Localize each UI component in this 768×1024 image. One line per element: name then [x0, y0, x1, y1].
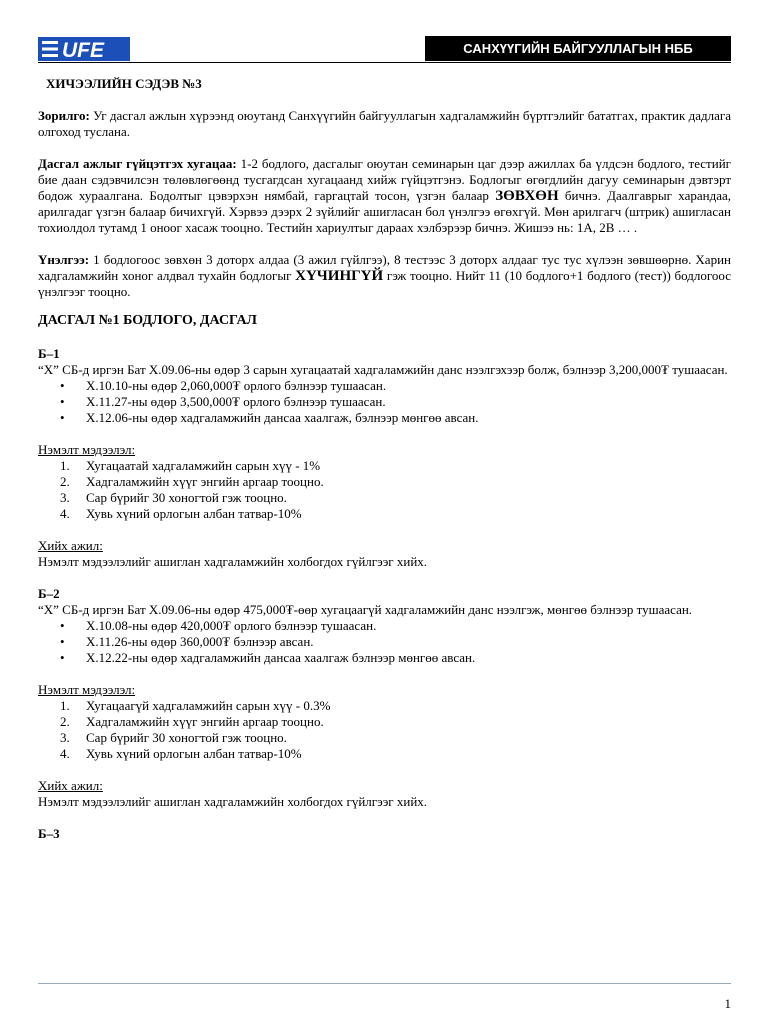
ufe-logo — [38, 37, 130, 61]
header-divider — [38, 62, 731, 63]
info-label: Нэмэлт мэдээлэл: — [38, 442, 136, 457]
header-title-box — [425, 36, 731, 61]
list-number: 4. — [60, 506, 70, 521]
list-item — [38, 714, 731, 730]
list-number: 2. — [60, 474, 70, 489]
problem-intro: “X” СБ-д иргэн Бат X.09.06-ны өдөр 3 сарын хугацаатай хадгаламжийн данс нээлгэхээр болж, бэлнээр 3,200,000₮ тушаасан. — [38, 362, 728, 377]
list-number: 1. — [60, 458, 70, 473]
list-text: Хугацаагүй хадгаламжийн сарын хүү - 0.3% — [86, 698, 331, 713]
list-number: 3. — [60, 730, 70, 745]
list-item: • X.12.06-ны өдөр хадгаламжийн дансаа хаалгаж, бэлнээр мөнгөө авсан. — [38, 410, 731, 426]
grading-text-2: гэж тооцно. Нийт 11 (10 бодлого+1 бодлого (тест)) бодлогоос үнэлгээг тооцно. — [38, 268, 731, 299]
deadline-emphasis: ЗӨВХӨН — [495, 188, 559, 204]
list-text: Сар бүрийг 30 хоногтой гэж тооцно. — [86, 730, 287, 745]
grading-text-1: 1 бодлогоос зөвхөн 3 доторх алдаа (3 ажил гүйлгээ), 8 тестээс 3 доторх алдааг тус тус хүлээн зөвшөөрнө. Харин хадгаламжийн хоног алдвал тухайн бодлогыг — [38, 252, 731, 283]
problem-block-1 — [38, 346, 731, 570]
goal-paragraph — [38, 108, 731, 140]
task-text: Нэмэлт мэдээлэлийг ашиглан хадгаламжийн холбогдох гүйлгээг хийх. — [38, 554, 428, 569]
list-item: • X.12.22-ны өдөр хадгаламжийн дансаа хаалгаж бэлнээр мөнгөө авсан. — [38, 650, 731, 666]
info-list — [38, 698, 731, 762]
footer-divider — [38, 983, 731, 984]
list-number: 1. — [60, 698, 70, 713]
list-item — [38, 458, 731, 474]
grading-label: Үнэлгээ: — [38, 252, 90, 267]
deadline-label: Дасгал ажлыг гүйцэтгэх хугацаа: — [38, 156, 237, 171]
grading-paragraph — [38, 252, 731, 300]
list-text: Сар бүрийг 30 хоногтой гэж тооцно. — [86, 490, 287, 505]
list-item — [38, 474, 731, 490]
list-item — [38, 490, 731, 506]
list-item: • X.10.08-ны өдөр 420,000₮ орлого бэлнээр тушаасан. — [38, 618, 731, 634]
deadline-text-2: бичнэ. Даалгаврыг харандаа, арилгадаг үзгэн балаар бичихгүй. Хэрвээ дээрх 2 зүйлийг ашигласан бол үнэлгээ өгөхгүй. Мөн арилгагч (штрик) ашигласан тохиолдол тутамд 1 оноог хасаж тооцно. Тестийн хариултыг дараах хэлбэрээр бичнэ. Жишээ нь: 1А, 2В … . — [38, 188, 731, 235]
list-text: Хадгаламжийн хүүг энгийн аргаар тооцно. — [86, 714, 324, 729]
list-text: Хадгаламжийн хүүг энгийн аргаар тооцно. — [86, 474, 324, 489]
list-number: 2. — [60, 714, 70, 729]
problem-label: Б–2 — [38, 586, 60, 601]
problem-block-2 — [38, 586, 731, 810]
list-number: 4. — [60, 746, 70, 761]
list-item: • X.11.26-ны өдөр 360,000₮ бэлнээр авсан. — [38, 634, 731, 650]
task-text: Нэмэлт мэдээлэлийг ашиглан хадгаламжийн холбогдох гүйлгээг хийх. — [38, 794, 428, 809]
info-list — [38, 458, 731, 522]
task-label: Хийх ажил: — [38, 538, 103, 553]
list-item — [38, 746, 731, 762]
grading-emphasis: ХҮЧИНГҮЙ — [295, 268, 384, 284]
list-number: 3. — [60, 490, 70, 505]
info-label: Нэмэлт мэдээлэл: — [38, 682, 136, 697]
task-label: Хийх ажил: — [38, 778, 103, 793]
deadline-text-1: 1-2 бодлого, дасгалыг оюутан семинарын цаг дээр ажиллах ба үлдсэн бодлого, тестийг бие даан сэдэвчилсэн төлөвлөгөөнд тусгагдсан хугацаанд хийж гүйцэтгэнэ. Бодлогыг өгөгдлийн дагуу семинарын дэвтэрт бодож хураалгана. Бодолтыг цэвэрхэн нямбай, гаргацтай тосон, үзгэн балаар — [38, 156, 731, 203]
problem-label: Б–1 — [38, 346, 60, 361]
transaction-list — [38, 378, 731, 426]
page-number: 1 — [724, 996, 731, 1011]
list-item: • X.11.27-ны өдөр 3,500,000₮ орлого бэлнээр тушаасан. — [38, 394, 731, 410]
list-text: Хугацаатай хадгаламжийн сарын хүү - 1% — [86, 458, 321, 473]
header-org-title: САНХҮҮГИЙН БАЙГУУЛЛАГЫН НББ — [463, 41, 693, 56]
list-item — [38, 730, 731, 746]
list-item: • X.10.10-ны өдөр 2,060,000₮ орлого бэлнээр тушаасан. — [38, 378, 731, 394]
problem-intro: “X” СБ-д иргэн Бат X.09.06-ны өдөр 475,000₮-өөр хугацаагүй хадгаламжийн данс нээлгэж, мөнгөө бэлнээр тушаасан. — [38, 602, 693, 617]
list-text: Хувь хүний орлогын албан татвар-10% — [86, 746, 302, 761]
lesson-title: ХИЧЭЭЛИЙН СЭДЭВ №3 — [46, 76, 202, 91]
goal-label: Зорилго: — [38, 108, 90, 123]
next-problem-label: Б–3 — [38, 826, 60, 841]
document-body — [38, 76, 731, 842]
exercise-title: ДАСГАЛ №1 БОДЛОГО, ДАСГАЛ — [38, 313, 257, 328]
list-text: Хувь хүний орлогын албан татвар-10% — [86, 506, 302, 521]
deadline-paragraph — [38, 156, 731, 236]
logo-text: UFE — [62, 39, 104, 61]
transaction-list — [38, 618, 731, 666]
list-item — [38, 698, 731, 714]
goal-text: Уг дасгал ажлын хүрээнд оюутанд Санхүүгийн байгууллагын хадгаламжийн бүртгэлийг бататгах, практик дадлага олгоход туслана. — [38, 108, 731, 139]
list-item — [38, 506, 731, 522]
